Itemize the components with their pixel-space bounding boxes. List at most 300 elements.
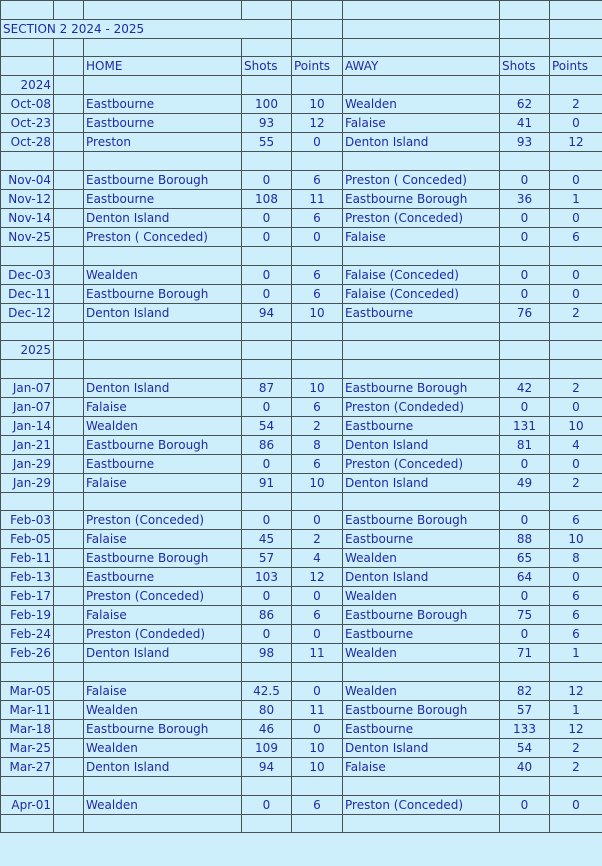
empty-cell <box>54 435 84 454</box>
empty-cell <box>54 606 84 625</box>
match-date: Feb-19 <box>1 606 54 625</box>
away-team: Preston (Conceded) <box>343 208 500 227</box>
away-points: 8 <box>550 549 602 568</box>
home-team: Preston <box>84 133 242 152</box>
away-shots: 82 <box>500 682 550 701</box>
spacer-row <box>1 777 602 796</box>
empty-cell <box>54 530 84 549</box>
match-row <box>1 284 602 303</box>
empty-cell <box>54 795 84 814</box>
empty-cell <box>550 360 602 379</box>
away-team: Falaise <box>343 227 500 246</box>
away-points: 2 <box>550 378 602 397</box>
away-points: 0 <box>550 397 602 416</box>
away-points: 2 <box>550 758 602 777</box>
empty-cell <box>242 492 292 511</box>
match-row <box>1 568 602 587</box>
header-row <box>1 57 602 76</box>
empty-cell <box>54 360 84 379</box>
home-team: Wealden <box>84 265 242 284</box>
home-shots: 0 <box>242 170 292 189</box>
away-points: 0 <box>550 208 602 227</box>
empty-cell <box>1 360 54 379</box>
empty-cell <box>54 303 84 322</box>
home-points: 10 <box>292 95 343 114</box>
empty-cell <box>54 644 84 663</box>
empty-cell <box>84 814 242 833</box>
home-shots: 0 <box>242 795 292 814</box>
empty-cell <box>500 814 550 833</box>
header-shots-away: Shots <box>500 57 550 76</box>
match-date: Oct-23 <box>1 114 54 133</box>
away-shots: 0 <box>500 795 550 814</box>
away-shots: 54 <box>500 739 550 758</box>
away-team: Denton Island <box>343 435 500 454</box>
empty-cell <box>343 777 500 796</box>
match-date: Nov-12 <box>1 189 54 208</box>
away-team: Preston (Conceded) <box>343 454 500 473</box>
home-shots: 0 <box>242 454 292 473</box>
empty-cell <box>54 152 84 171</box>
away-team: Wealden <box>343 682 500 701</box>
away-points: 2 <box>550 739 602 758</box>
empty-cell <box>84 246 242 265</box>
away-shots: 0 <box>500 511 550 530</box>
empty-cell <box>84 341 242 360</box>
empty-cell <box>500 663 550 682</box>
empty-cell <box>550 341 602 360</box>
match-date: Oct-08 <box>1 95 54 114</box>
empty-cell <box>54 397 84 416</box>
match-date: Jan-07 <box>1 397 54 416</box>
empty-cell <box>1 814 54 833</box>
empty-cell <box>54 208 84 227</box>
home-team: Eastbourne Borough <box>84 720 242 739</box>
empty-cell <box>1 492 54 511</box>
header-home: HOME <box>84 57 242 76</box>
away-shots: 88 <box>500 530 550 549</box>
empty-cell <box>54 777 84 796</box>
empty-cell <box>292 246 343 265</box>
away-points: 6 <box>550 511 602 530</box>
match-row <box>1 549 602 568</box>
away-shots: 0 <box>500 208 550 227</box>
home-points: 0 <box>292 133 343 152</box>
empty-cell <box>292 663 343 682</box>
home-points: 6 <box>292 397 343 416</box>
empty-cell <box>54 322 84 341</box>
home-points: 6 <box>292 795 343 814</box>
empty-cell <box>1 322 54 341</box>
away-points: 12 <box>550 720 602 739</box>
home-team: Preston (Conceded) <box>84 511 242 530</box>
empty-cell <box>242 777 292 796</box>
match-row <box>1 720 602 739</box>
empty-cell <box>54 682 84 701</box>
away-team: Eastbourne Borough <box>343 511 500 530</box>
away-team: Wealden <box>343 549 500 568</box>
home-points: 0 <box>292 227 343 246</box>
empty-cell <box>550 76 602 95</box>
home-shots: 0 <box>242 625 292 644</box>
header-away: AWAY <box>343 57 500 76</box>
match-row <box>1 303 602 322</box>
match-row <box>1 170 602 189</box>
home-points: 0 <box>292 625 343 644</box>
spacer-row <box>1 492 602 511</box>
match-date: Jan-21 <box>1 435 54 454</box>
match-date: Mar-18 <box>1 720 54 739</box>
home-shots: 0 <box>242 511 292 530</box>
spacer-row <box>1 322 602 341</box>
match-row <box>1 227 602 246</box>
away-shots: 0 <box>500 397 550 416</box>
away-shots: 57 <box>500 701 550 720</box>
home-team: Wealden <box>84 739 242 758</box>
match-row <box>1 758 602 777</box>
empty-cell <box>84 152 242 171</box>
away-points: 2 <box>550 473 602 492</box>
away-team: Preston ( Conceded) <box>343 170 500 189</box>
empty-cell <box>550 152 602 171</box>
empty-cell <box>500 322 550 341</box>
empty-cell <box>292 341 343 360</box>
match-date: Dec-03 <box>1 265 54 284</box>
match-row <box>1 208 602 227</box>
match-row <box>1 473 602 492</box>
empty-cell <box>54 76 84 95</box>
year-row <box>1 76 602 95</box>
empty-cell <box>292 492 343 511</box>
away-points: 0 <box>550 454 602 473</box>
empty-cell <box>292 777 343 796</box>
home-shots: 46 <box>242 720 292 739</box>
away-points: 0 <box>550 114 602 133</box>
empty-cell <box>550 814 602 833</box>
empty-cell <box>54 265 84 284</box>
home-team: Falaise <box>84 606 242 625</box>
home-team: Preston ( Conceded) <box>84 227 242 246</box>
away-team: Eastbourne Borough <box>343 701 500 720</box>
away-team: Wealden <box>343 95 500 114</box>
empty-cell <box>54 739 84 758</box>
empty-cell <box>1 152 54 171</box>
home-shots: 0 <box>242 227 292 246</box>
home-points: 6 <box>292 208 343 227</box>
home-team: Falaise <box>84 530 242 549</box>
match-date: Feb-26 <box>1 644 54 663</box>
match-date: Nov-14 <box>1 208 54 227</box>
away-shots: 93 <box>500 133 550 152</box>
match-row <box>1 133 602 152</box>
empty-cell <box>54 758 84 777</box>
home-shots: 0 <box>242 265 292 284</box>
empty-cell <box>292 322 343 341</box>
empty-cell <box>54 189 84 208</box>
home-points: 10 <box>292 758 343 777</box>
spacer-row <box>1 360 602 379</box>
empty-cell <box>54 170 84 189</box>
away-shots: 0 <box>500 284 550 303</box>
home-shots: 55 <box>242 133 292 152</box>
home-shots: 94 <box>242 303 292 322</box>
away-points: 0 <box>550 265 602 284</box>
away-shots: 71 <box>500 644 550 663</box>
home-shots: 94 <box>242 758 292 777</box>
home-points: 8 <box>292 435 343 454</box>
empty-cell <box>54 95 84 114</box>
home-shots: 0 <box>242 397 292 416</box>
spacer-row <box>1 152 602 171</box>
match-row <box>1 739 602 758</box>
home-shots: 91 <box>242 473 292 492</box>
title-row <box>1 19 602 38</box>
empty-cell <box>550 777 602 796</box>
empty-cell <box>54 568 84 587</box>
home-shots: 0 <box>242 284 292 303</box>
year-row <box>1 341 602 360</box>
empty-cell <box>343 322 500 341</box>
home-shots: 108 <box>242 189 292 208</box>
empty-cell <box>500 152 550 171</box>
empty-cell <box>343 341 500 360</box>
home-shots: 45 <box>242 530 292 549</box>
home-points: 11 <box>292 701 343 720</box>
home-shots: 42.5 <box>242 682 292 701</box>
spacer-row <box>1 246 602 265</box>
away-shots: 131 <box>500 416 550 435</box>
header-points-home: Points <box>292 57 343 76</box>
away-shots: 76 <box>500 303 550 322</box>
home-points: 12 <box>292 114 343 133</box>
away-points: 1 <box>550 701 602 720</box>
empty-cell <box>292 152 343 171</box>
home-team: Preston (Condeded) <box>84 625 242 644</box>
empty-cell <box>242 152 292 171</box>
match-row <box>1 435 602 454</box>
away-team: Eastbourne <box>343 625 500 644</box>
empty-cell <box>500 360 550 379</box>
home-points: 6 <box>292 170 343 189</box>
empty-cell <box>242 76 292 95</box>
away-points: 0 <box>550 795 602 814</box>
home-points: 2 <box>292 530 343 549</box>
away-team: Denton Island <box>343 473 500 492</box>
home-team: Falaise <box>84 397 242 416</box>
home-team: Eastbourne <box>84 114 242 133</box>
home-team: Eastbourne Borough <box>84 435 242 454</box>
away-shots: 64 <box>500 568 550 587</box>
home-team: Wealden <box>84 416 242 435</box>
empty-cell <box>84 360 242 379</box>
match-row <box>1 265 602 284</box>
away-points: 6 <box>550 587 602 606</box>
match-row <box>1 114 602 133</box>
away-shots: 0 <box>500 587 550 606</box>
away-team: Eastbourne <box>343 416 500 435</box>
match-date: Nov-25 <box>1 227 54 246</box>
away-team: Denton Island <box>343 739 500 758</box>
home-points: 12 <box>292 568 343 587</box>
match-date: Oct-28 <box>1 133 54 152</box>
match-date: Mar-27 <box>1 758 54 777</box>
match-date: Mar-05 <box>1 682 54 701</box>
empty-cell <box>242 663 292 682</box>
away-points: 1 <box>550 644 602 663</box>
home-shots: 0 <box>242 587 292 606</box>
empty-cell <box>343 360 500 379</box>
empty-cell <box>84 322 242 341</box>
empty-cell <box>54 473 84 492</box>
spacer-row <box>1 1 602 20</box>
away-team: Eastbourne <box>343 720 500 739</box>
empty-cell <box>54 114 84 133</box>
empty-cell <box>500 777 550 796</box>
away-points: 2 <box>550 95 602 114</box>
away-points: 6 <box>550 606 602 625</box>
match-row <box>1 795 602 814</box>
match-date: Dec-11 <box>1 284 54 303</box>
empty-cell <box>292 76 343 95</box>
home-points: 10 <box>292 303 343 322</box>
home-team: Denton Island <box>84 758 242 777</box>
away-shots: 0 <box>500 227 550 246</box>
empty-cell <box>500 246 550 265</box>
empty-cell <box>54 814 84 833</box>
away-shots: 49 <box>500 473 550 492</box>
home-shots: 98 <box>242 644 292 663</box>
home-points: 0 <box>292 682 343 701</box>
empty-cell <box>343 246 500 265</box>
away-shots: 40 <box>500 758 550 777</box>
home-shots: 93 <box>242 114 292 133</box>
away-points: 10 <box>550 416 602 435</box>
match-date: Mar-11 <box>1 701 54 720</box>
spacer-row <box>1 814 602 833</box>
home-team: Eastbourne <box>84 95 242 114</box>
home-team: Falaise <box>84 473 242 492</box>
empty-cell <box>84 76 242 95</box>
away-team: Eastbourne <box>343 530 500 549</box>
away-team: Denton Island <box>343 133 500 152</box>
home-team: Falaise <box>84 682 242 701</box>
away-points: 12 <box>550 682 602 701</box>
empty-cell <box>292 360 343 379</box>
empty-cell <box>343 492 500 511</box>
home-team: Eastbourne <box>84 189 242 208</box>
home-team: Denton Island <box>84 378 242 397</box>
empty-cell <box>343 152 500 171</box>
away-points: 12 <box>550 133 602 152</box>
away-team: Preston (Conceded) <box>343 795 500 814</box>
match-row <box>1 378 602 397</box>
empty-cell <box>242 814 292 833</box>
empty-cell <box>54 227 84 246</box>
away-team: Eastbourne <box>343 303 500 322</box>
match-row <box>1 606 602 625</box>
empty-cell <box>343 76 500 95</box>
home-team: Denton Island <box>84 644 242 663</box>
home-team: Eastbourne Borough <box>84 284 242 303</box>
home-points: 4 <box>292 549 343 568</box>
away-points: 0 <box>550 568 602 587</box>
home-shots: 86 <box>242 606 292 625</box>
match-date: Jan-29 <box>1 454 54 473</box>
home-shots: 0 <box>242 208 292 227</box>
empty-cell <box>54 246 84 265</box>
match-date: Nov-04 <box>1 170 54 189</box>
match-date: Jan-14 <box>1 416 54 435</box>
home-shots: 86 <box>242 435 292 454</box>
match-date: Feb-17 <box>1 587 54 606</box>
empty-cell <box>242 360 292 379</box>
empty-cell <box>54 663 84 682</box>
home-team: Preston (Conceded) <box>84 587 242 606</box>
away-team: Eastbourne Borough <box>343 606 500 625</box>
match-row <box>1 95 602 114</box>
away-points: 10 <box>550 530 602 549</box>
empty-cell <box>54 587 84 606</box>
away-team: Eastbourne Borough <box>343 189 500 208</box>
away-team: Preston (Condeded) <box>343 397 500 416</box>
match-row <box>1 397 602 416</box>
match-row <box>1 625 602 644</box>
empty-cell <box>500 76 550 95</box>
away-shots: 75 <box>500 606 550 625</box>
home-shots: 109 <box>242 739 292 758</box>
away-team: Eastbourne Borough <box>343 378 500 397</box>
home-shots: 103 <box>242 568 292 587</box>
empty-cell <box>500 341 550 360</box>
empty-cell <box>54 720 84 739</box>
header-shots-home: Shots <box>242 57 292 76</box>
empty-cell <box>54 511 84 530</box>
home-shots: 80 <box>242 701 292 720</box>
match-date: Dec-12 <box>1 303 54 322</box>
year-label: 2024 <box>1 76 54 95</box>
away-shots: 65 <box>500 549 550 568</box>
empty-cell <box>343 814 500 833</box>
match-row <box>1 587 602 606</box>
home-team: Wealden <box>84 795 242 814</box>
spacer-row <box>1 38 602 57</box>
home-shots: 87 <box>242 378 292 397</box>
match-row <box>1 511 602 530</box>
home-shots: 54 <box>242 416 292 435</box>
match-date: Feb-05 <box>1 530 54 549</box>
home-points: 0 <box>292 511 343 530</box>
empty-cell <box>54 701 84 720</box>
away-points: 2 <box>550 303 602 322</box>
empty-cell <box>54 378 84 397</box>
empty-cell <box>550 322 602 341</box>
empty-cell <box>343 663 500 682</box>
empty-cell <box>500 492 550 511</box>
spacer-row <box>1 663 602 682</box>
empty-cell <box>292 814 343 833</box>
match-date: Jan-29 <box>1 473 54 492</box>
home-shots: 57 <box>242 549 292 568</box>
home-team: Eastbourne <box>84 454 242 473</box>
away-shots: 0 <box>500 454 550 473</box>
home-points: 11 <box>292 189 343 208</box>
away-shots: 42 <box>500 378 550 397</box>
home-team: Denton Island <box>84 208 242 227</box>
home-points: 6 <box>292 606 343 625</box>
empty-cell <box>54 284 84 303</box>
match-row <box>1 454 602 473</box>
match-row <box>1 416 602 435</box>
